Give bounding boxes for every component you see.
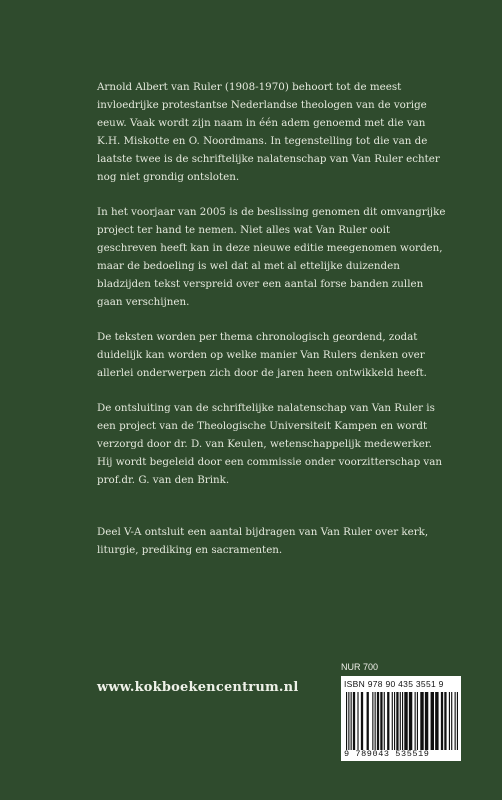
blurb-paragraph-3: De teksten worden per thema chronologisch geordend, zodat duidelijk kan worden op welke manier Van Rulers denken over allerlei onderwerpen zich door de jaren heen ontwikkeld heeft.	[97, 331, 427, 379]
blurb-paragraph-1: Arnold Albert van Ruler (1908-1970) behoort tot de meest invloedrijke protestantse Nederlandse theologen van de vorige eeuw. Vaak wordt zijn naam in één adem genoemd met die van K.H. Miskotte en O. Noordmans. In tegenstelling tot die van de laatste twee is de schriftelijke nalatenschap van Van Ruler echter nog niet grondig ontsloten.	[97, 81, 440, 183]
nur-code: NUR 700	[341, 662, 379, 672]
publisher-website: www.kokboekencentrum.nl	[97, 680, 299, 695]
blurb-paragraph-5: Deel V-A ontsluit een aantal bijdragen van Van Ruler over kerk, liturgie, prediking en sacramenten.	[97, 526, 429, 556]
blurb-paragraph-4: De ontsluiting van de schriftelijke nalatenschap van Van Ruler is een project van de Theologische Universiteit Kampen en wordt verzorgd door dr. D. van Keulen, wetenschappelijk medewerker. Hij wordt begeleid door een commissie onder voorzitterschap van prof.dr. G. van den Brink.	[97, 402, 443, 486]
barcode-icon	[346, 692, 458, 750]
blurb-text	[97, 78, 447, 576]
isbn-number: ISBN 978 90 435 3551 9	[344, 679, 444, 689]
barcode-digits: 9 789043 535519	[344, 749, 430, 759]
blurb-paragraph-2: In het voorjaar van 2005 is de beslissing genomen dit omvangrijke project ter hand te nemen. Niet alles wat Van Ruler ooit geschreven heeft kan in deze nieuwe editie meegenomen worden, maar de bedoeling is wel dat al met al ettelijke duizenden bladzijden tekst verspreid over een aantal forse banden zullen gaan verschijnen.	[97, 206, 446, 308]
